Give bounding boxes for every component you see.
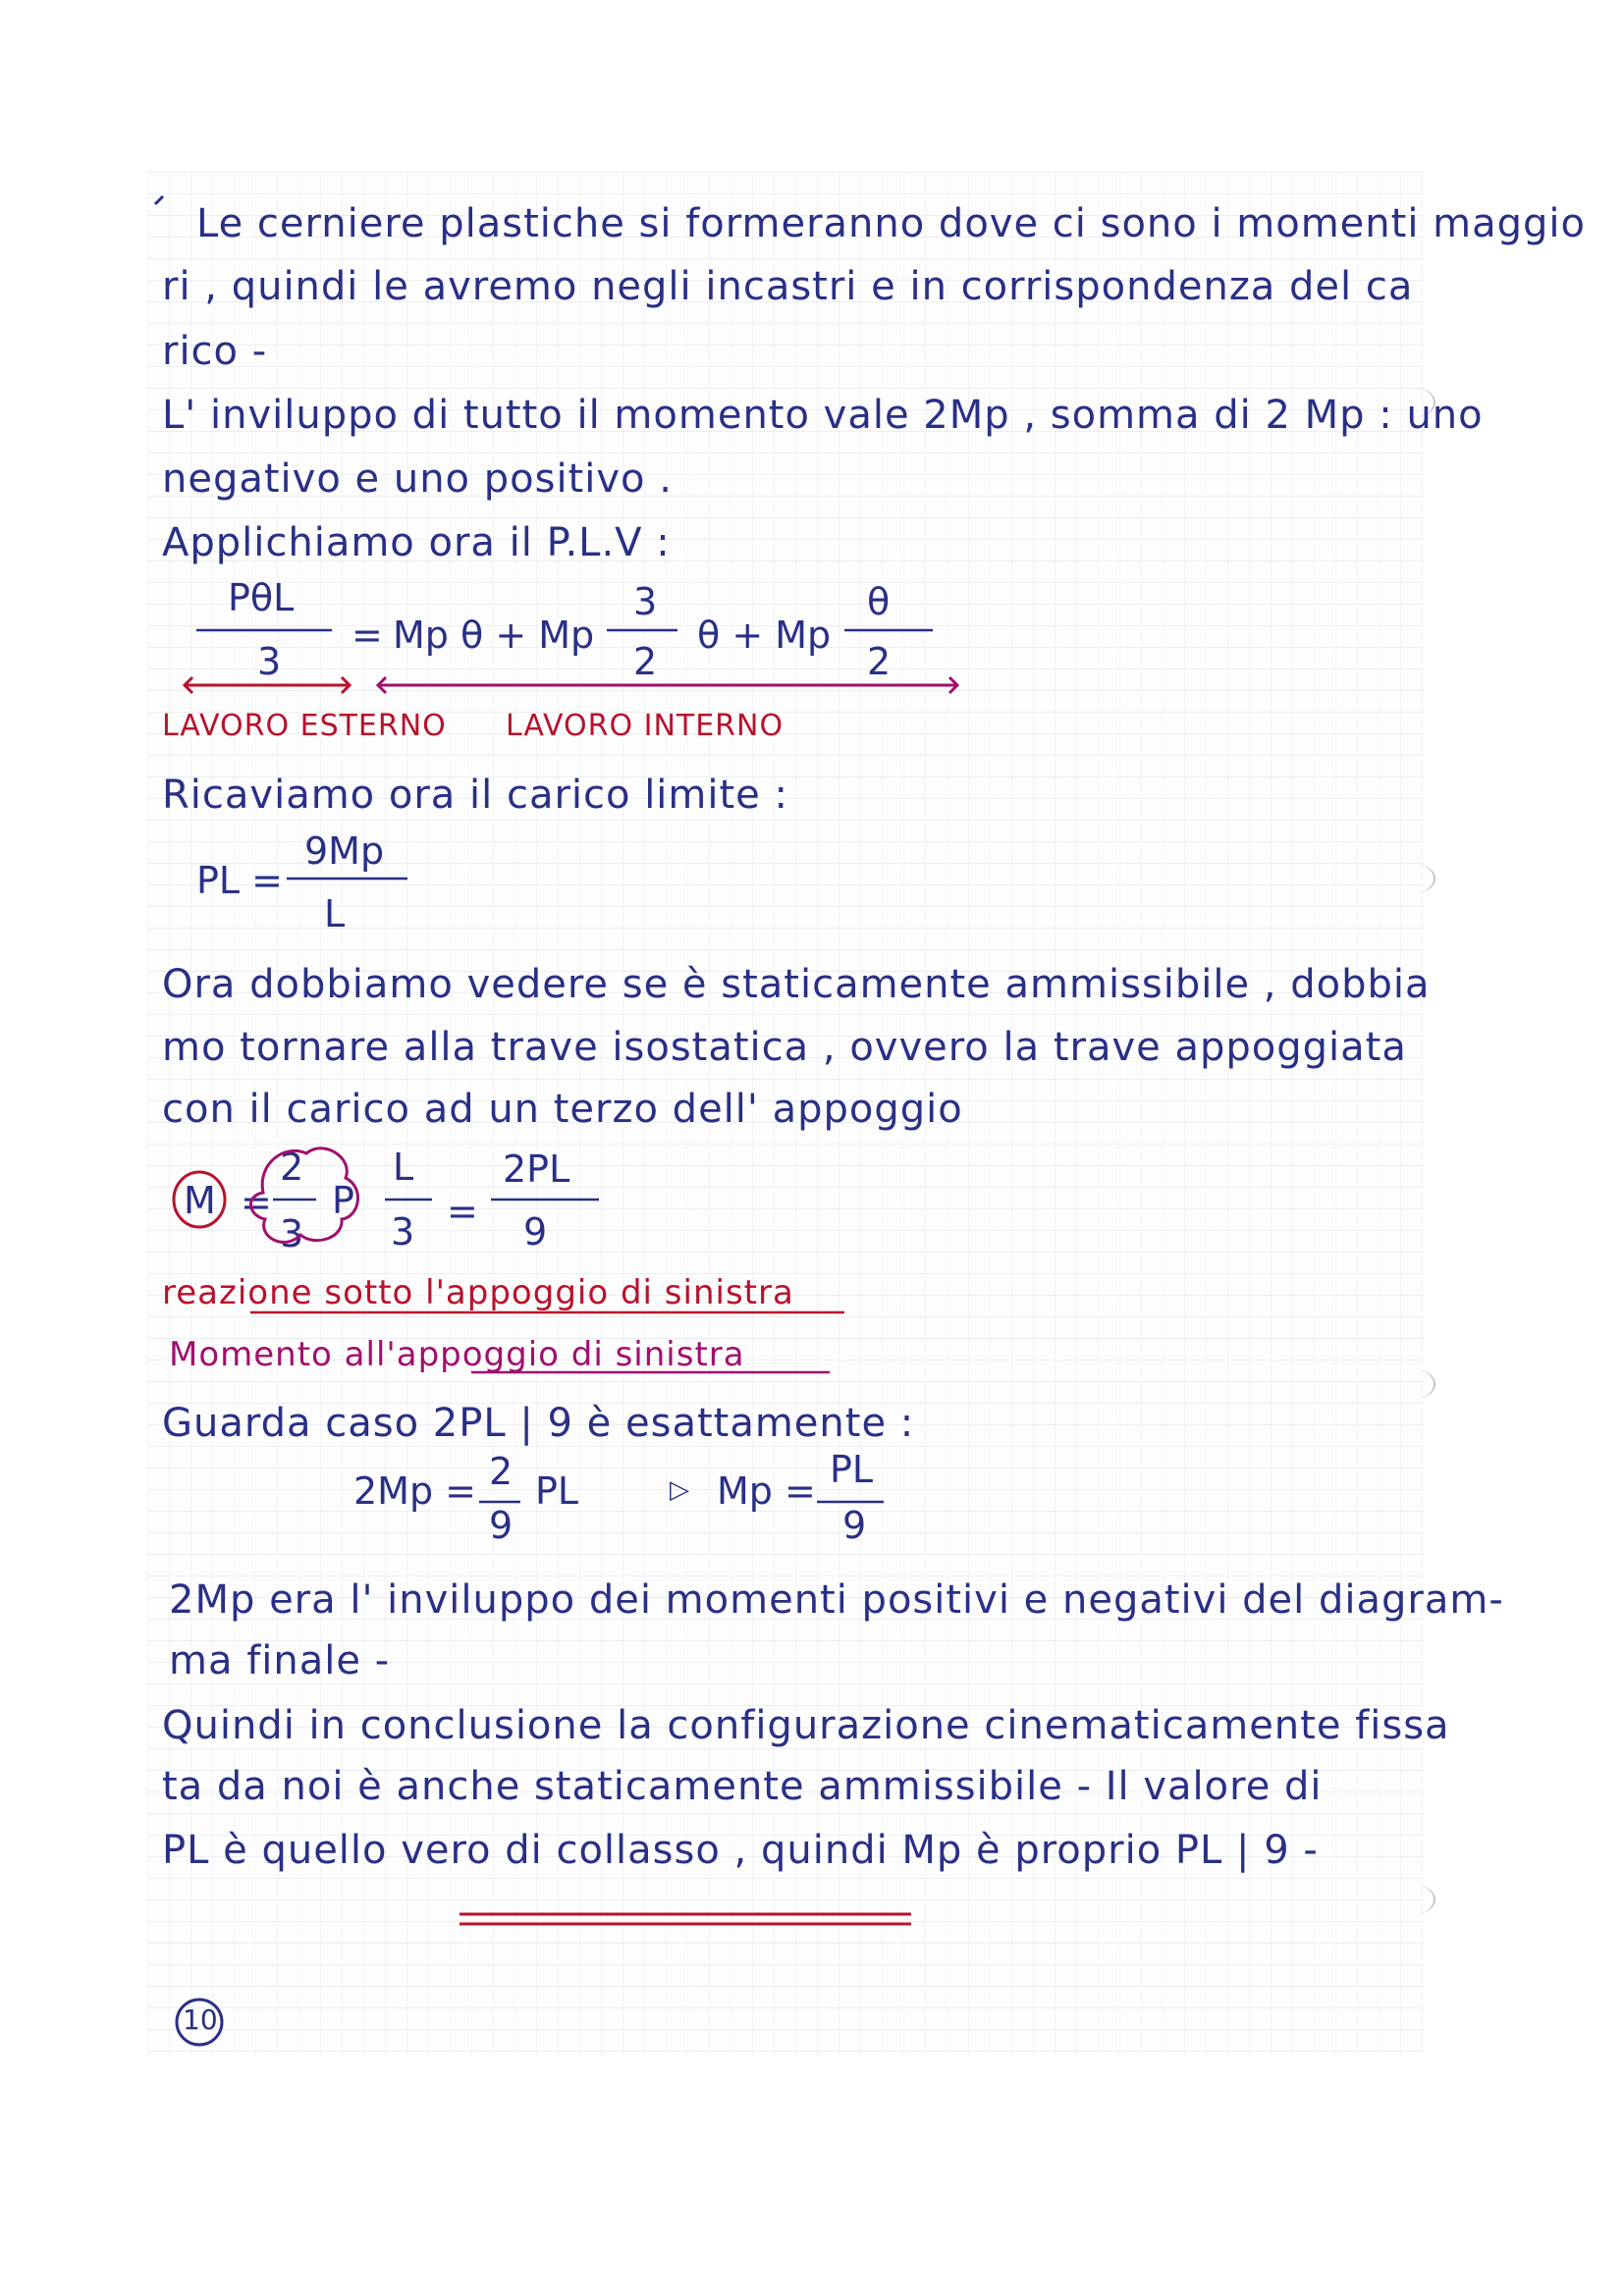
eq-2mp: 2Mp =: [353, 1469, 477, 1513]
plv-lhs-denominator: 3: [257, 640, 282, 683]
text-line: mo tornare alla trave isostatica , ovvero la trave appoggiata: [162, 1025, 1407, 1070]
m-frac3-denominator: 9: [523, 1210, 548, 1254]
text-line: L' inviluppo di tutto il momento vale 2Mp , somma di 2 Mp : uno: [162, 393, 1484, 438]
pl-lhs: PL =: [196, 859, 284, 902]
text-line: Quindi in conclusione la configurazione cinematicamente fissa: [162, 1703, 1450, 1748]
plv-fraction2-numerator: θ: [867, 580, 891, 623]
text-line: negativo e uno positivo .: [162, 456, 673, 502]
eq-mp-numerator: PL: [830, 1448, 874, 1491]
m-p: P: [332, 1179, 354, 1222]
text-line: Le cerniere plastiche si formeranno dove ci sono i momenti maggio: [196, 201, 1586, 246]
page-number: 10: [183, 2003, 218, 2036]
plv-fraction1-numerator: 3: [633, 580, 658, 623]
text-line: ma finale -: [169, 1638, 391, 1683]
m-equals: =: [241, 1181, 272, 1224]
reaction-note: reazione sotto l'appoggio di sinistra: [162, 1273, 794, 1312]
pl-numerator: 9Mp: [304, 829, 385, 873]
m-equals-2: =: [447, 1190, 478, 1233]
eq-2mp-denominator: 9: [489, 1504, 514, 1547]
page-edge-curl: [1394, 1885, 1435, 1914]
text-line: Ora dobbiamo vedere se è staticamente ammissibile , dobbia: [162, 962, 1431, 1007]
plv-mp-terms: Mp θ + Mp: [393, 614, 595, 657]
text-line: Guarda caso 2PL | 9 è esattamente :: [162, 1401, 915, 1446]
text-line: con il carico ad un terzo dell' appoggio: [162, 1087, 963, 1132]
m-frac1-numerator: 2: [280, 1146, 304, 1189]
moment-note: Momento all'appoggio di sinistra: [169, 1335, 745, 1374]
eq-mp-denominator: 9: [842, 1504, 867, 1547]
eq-2mp-tail: PL: [535, 1469, 579, 1513]
plv-fraction2-denominator: 2: [867, 640, 892, 683]
pl-denominator: L: [324, 892, 346, 935]
text-line: Applichiamo ora il P.L.V :: [162, 520, 671, 565]
text-line: ri , quindi le avremo negli incastri e in corrispondenza del ca: [162, 264, 1414, 309]
page-edge-curl: [1394, 1369, 1435, 1399]
m-frac2-denominator: 3: [391, 1210, 415, 1254]
eq-2mp-numerator: 2: [489, 1450, 514, 1493]
text-line: rico -: [162, 329, 268, 374]
external-work-label: LAVORO ESTERNO: [162, 709, 447, 743]
m-symbol: M: [184, 1179, 216, 1222]
plv-mid-terms: θ + Mp: [697, 614, 832, 657]
page-edge-curl: [1394, 864, 1435, 893]
eq-mp: Mp =: [717, 1469, 816, 1513]
text-line: ta da noi è anche staticamente ammissibile - Il valore di: [162, 1764, 1323, 1809]
internal-work-label: LAVORO INTERNO: [506, 709, 785, 743]
plv-lhs-numerator: PθL: [228, 576, 295, 619]
m-frac1-denominator: 3: [280, 1212, 304, 1255]
text-line: PL è quello vero di collasso , quindi Mp è proprio PL | 9 -: [162, 1828, 1319, 1873]
m-frac2-numerator: L: [393, 1146, 414, 1189]
arrow-icon: ▷: [670, 1475, 689, 1505]
plv-fraction1-denominator: 2: [633, 640, 658, 683]
text-line: Ricaviamo ora il carico limite :: [162, 773, 788, 818]
plv-equals: =: [352, 614, 383, 657]
m-frac3-numerator: 2PL: [503, 1148, 570, 1191]
text-line: 2Mp era l' inviluppo dei momenti positivi e negativi del diagram-: [169, 1577, 1504, 1623]
